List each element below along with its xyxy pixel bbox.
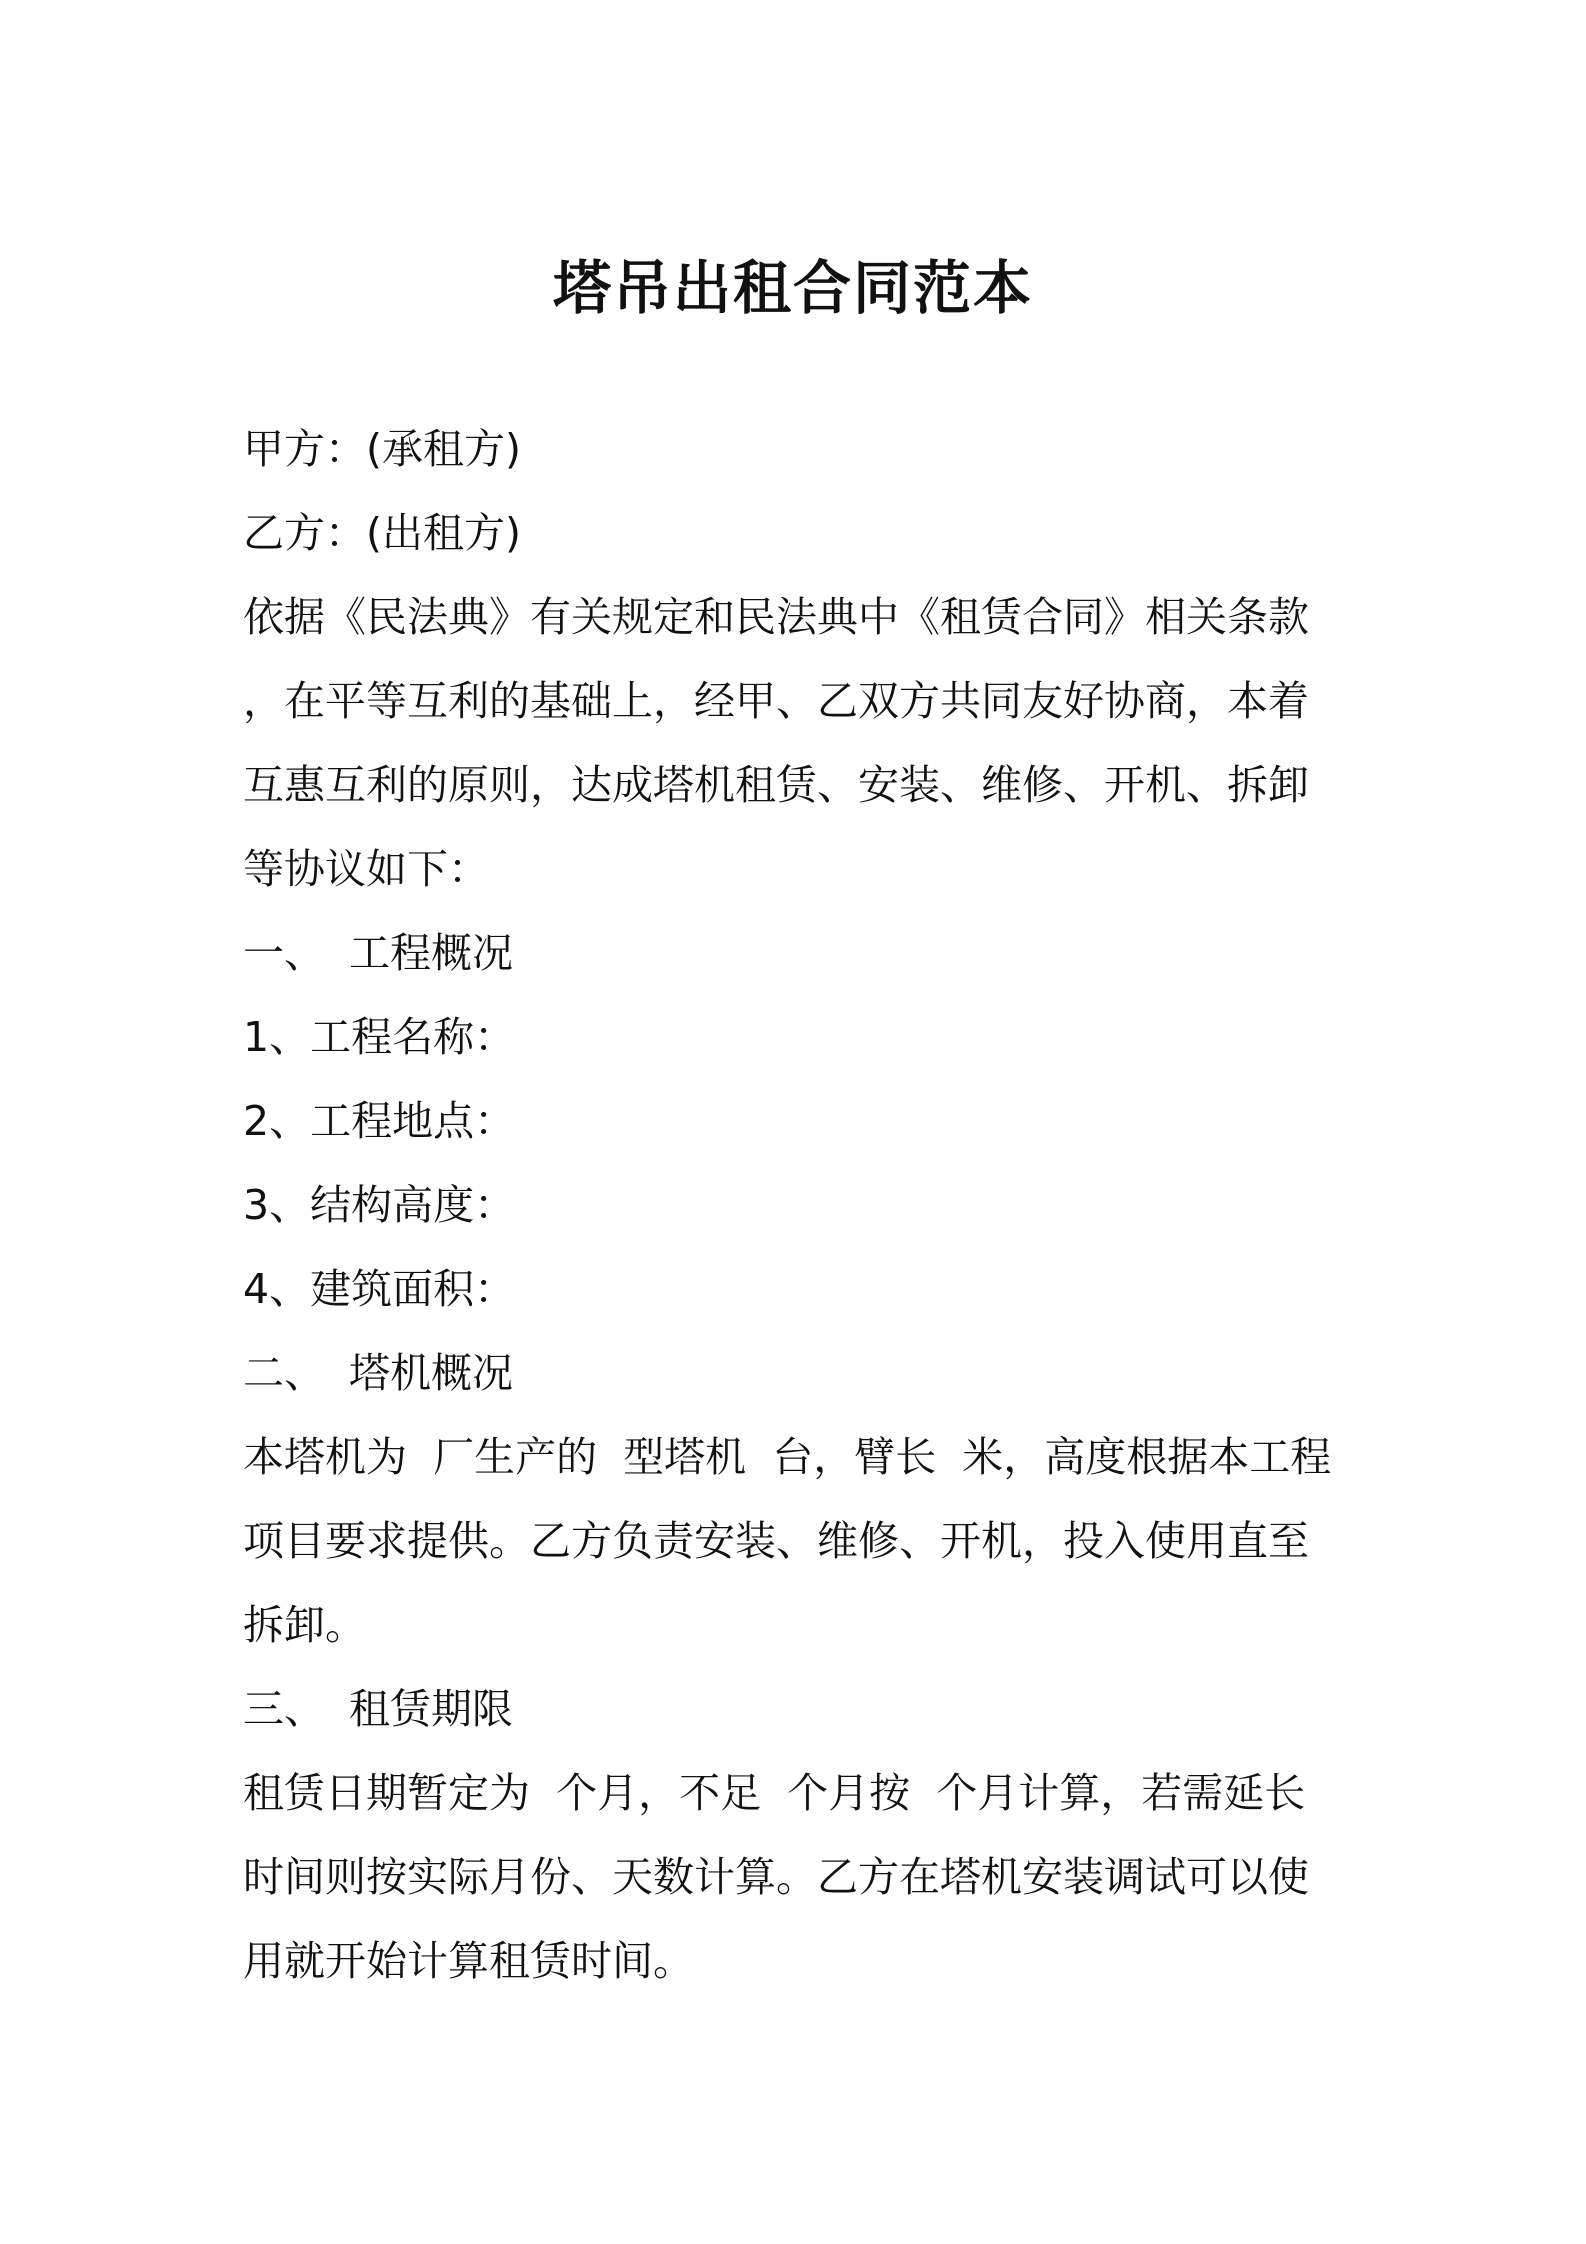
crane-line-2: 项目要求提供。乙方负责安装、维修、开机，投入使用直至 xyxy=(243,1517,1309,1565)
project-item-name: 1、工程名称： xyxy=(243,1013,516,1061)
project-item-height: 3、结构高度： xyxy=(243,1181,516,1229)
lease-line-1: 租赁日期暂定为 个月，不足 个月按 个月计算，若需延长 xyxy=(243,1769,1306,1817)
section-heading-2 xyxy=(243,1331,1363,1415)
section-heading-3 xyxy=(243,1667,1363,1751)
intro-line-3: 互惠互利的原则，达成塔机租赁、安装、维修、开机、拆卸 xyxy=(243,761,1309,809)
document-body xyxy=(243,407,1363,2003)
intro-line-1: 依据《民法典》有关规定和民法典中《租赁合同》相关条款 xyxy=(243,593,1309,641)
crane-line-3: 拆卸。 xyxy=(243,1601,366,1649)
document-title: 塔吊出租合同范本 xyxy=(552,254,1033,322)
section-title-1: 工程概况 xyxy=(349,929,513,977)
intro-line-2: ，在平等互利的基础上，经甲、乙双方共同友好协商，本着 xyxy=(243,677,1309,725)
section-number-2: 二、 xyxy=(243,1349,325,1397)
crane-line-1: 本塔机为 厂生产的 型塔机 台，臂长 米，高度根据本工程 xyxy=(243,1433,1332,1481)
lease-line-2: 时间则按实际月份、天数计算。乙方在塔机安装调试可以使 xyxy=(243,1853,1309,1901)
section-title-2: 塔机概况 xyxy=(349,1349,513,1397)
section-number-1: 一、 xyxy=(243,929,325,977)
section-heading-1 xyxy=(243,911,1363,995)
project-item-area: 4、建筑面积： xyxy=(243,1265,516,1313)
party-b-line: 乙方：(出租方) xyxy=(243,509,521,557)
section-number-3: 三、 xyxy=(243,1685,325,1733)
lease-line-3: 用就开始计算租赁时间。 xyxy=(243,1937,694,1985)
project-item-location: 2、工程地点： xyxy=(243,1097,516,1145)
intro-line-4: 等协议如下： xyxy=(243,845,489,893)
party-a-line: 甲方：(承租方) xyxy=(243,425,521,473)
section-title-3: 租赁期限 xyxy=(349,1685,513,1733)
